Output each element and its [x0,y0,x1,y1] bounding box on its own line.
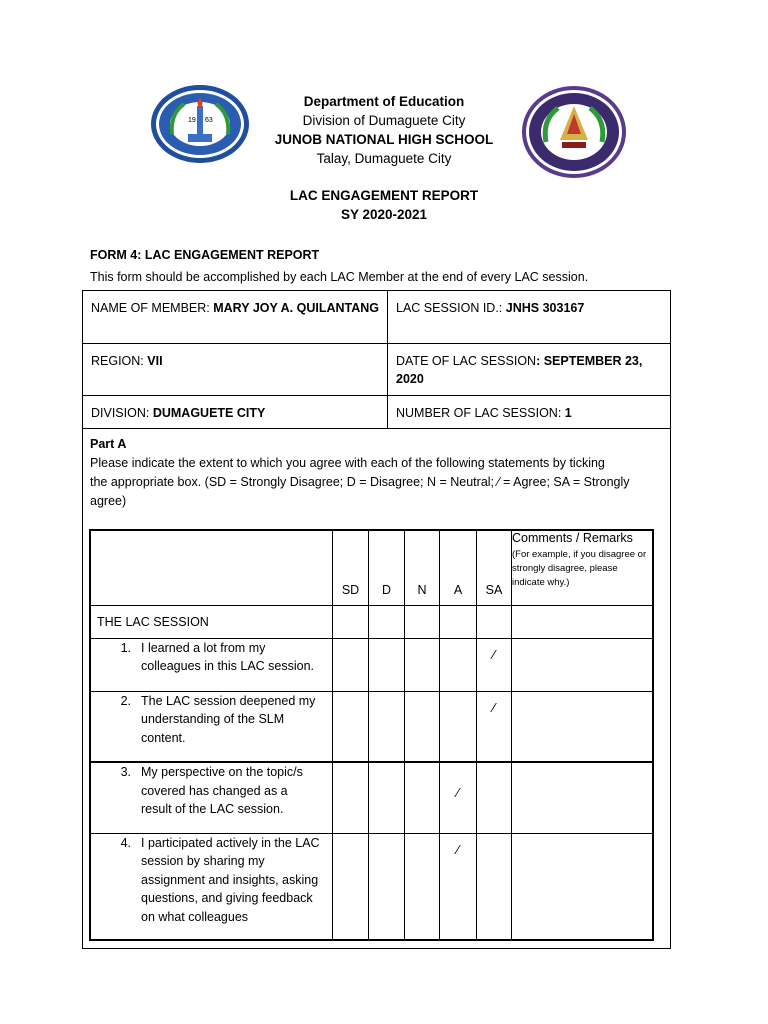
member-name-cell [83,291,388,343]
statement-number: 3. [120,765,131,779]
region-label: REGION: [91,354,148,368]
session-date-label: DATE OF LAC SESSION [396,354,537,368]
a-cell [440,605,477,638]
comment-cell [512,605,654,638]
col-sd: SD [333,530,369,605]
comment-cell[interactable] [512,638,654,691]
statement-number: 1. [120,640,131,655]
a-checkbox[interactable] [440,691,477,762]
letterhead [240,92,528,168]
a-checkbox[interactable] [440,833,477,940]
tick-mark: ⁄ [456,785,460,800]
d-checkbox[interactable] [369,638,405,691]
statement-text: I learned a lot from my colleagues in this LAC session. [141,640,315,673]
sd-checkbox[interactable] [333,638,369,691]
n-checkbox[interactable] [405,691,440,762]
section-label: THE LAC SESSION [90,605,333,638]
comment-cell[interactable] [512,833,654,940]
comments-subtitle: (For example, if you disagree or strongly disagree, please indicate why.) [512,549,647,588]
sd-cell [333,605,369,638]
rating-table-header [90,530,653,605]
division-seal-icon [520,84,628,184]
statement-text: I participated actively in the LAC session by sharing my assignment and insights, asking questions, and giving feedback on what colleagues [141,835,320,924]
d-checkbox[interactable] [369,762,405,833]
a-checkbox[interactable] [440,638,477,691]
sa-checkbox[interactable] [477,833,512,940]
statement-cell [90,762,333,833]
n-cell [405,605,440,638]
part-a [90,435,665,511]
sa-cell [477,605,512,638]
session-id-value: JNHS 303167 [505,301,585,315]
sa-checkbox[interactable] [477,762,512,833]
statement-cell [90,833,333,940]
seal-year-right: 63 [205,117,213,124]
seal-year-left: 19 [188,117,196,124]
statement-header-cell [90,530,333,605]
department-name: Department of Education [303,94,465,109]
n-checkbox[interactable] [405,762,440,833]
session-date-value: : SEPTEMBER 23, 2020 [396,354,643,386]
comments-title: Comments / Remarks [512,531,633,545]
a-checkbox[interactable] [440,762,477,833]
info-row-2 [83,344,670,396]
statement-cell [90,638,333,691]
form-note: This form should be accomplished by each LAC Member at the end of every LAC session. [90,270,589,284]
division-label: DIVISION: [91,406,153,420]
info-row-3 [83,396,670,429]
report-title-text: LAC ENGAGEMENT REPORT [289,188,479,203]
table-row [90,691,653,762]
tick-mark: ⁄ [492,699,496,715]
part-a-instruction-1: Please indicate the extent to which you agree with each of the following statements by ticking [90,456,605,470]
division-name: Division of Dumaguete City [302,113,466,128]
session-number-cell [388,396,670,428]
col-a: A [440,530,477,605]
tick-mark: ⁄ [492,646,496,662]
session-number-value: 1 [564,406,572,420]
col-d: D [369,530,405,605]
session-date-cell [388,344,670,395]
division-value: DUMAGUETE CITY [152,406,266,420]
table-row [90,638,653,691]
statement-cell [90,691,333,762]
n-checkbox[interactable] [405,638,440,691]
comment-cell[interactable] [512,762,654,833]
session-number-label: NUMBER OF LAC SESSION: [396,406,565,420]
sa-checkbox[interactable] [477,638,512,691]
sd-checkbox[interactable] [333,762,369,833]
statement-number: 4. [120,835,131,850]
comment-cell[interactable] [512,691,654,762]
member-name-value: MARY JOY A. QUILANTANG [213,301,379,315]
d-cell [369,605,405,638]
school-address: Talay, Dumaguete City [316,151,452,166]
sa-checkbox[interactable] [477,691,512,762]
part-a-heading: Part A [90,437,127,451]
table-row [90,833,653,940]
comments-header [512,530,654,605]
tick-mark: ⁄ [456,841,460,857]
school-name: JUNOB NATIONAL HIGH SCHOOL [274,132,494,147]
form-title: FORM 4: LAC ENGAGEMENT REPORT [90,248,320,262]
n-checkbox[interactable] [405,833,440,940]
col-sa: SA [477,530,512,605]
statement-text: My perspective on the topic/s covered has changed as a result of the LAC session. [141,765,303,816]
col-n: N [405,530,440,605]
sd-checkbox[interactable] [333,691,369,762]
info-row-1 [83,291,670,344]
rating-table [89,529,654,941]
statement-text: The LAC session deepened my understanding of the SLM content. [141,693,316,745]
sd-checkbox[interactable] [333,833,369,940]
statement-number: 2. [120,693,131,708]
report-year: SY 2020-2021 [340,207,428,222]
part-a-instruction-2: the appropriate box. (SD = Strongly Disagree; D = Disagree; N = Neutral; ⁄ = Agree; SA = Strongly agree) [90,475,630,508]
division-cell [83,396,388,428]
table-row [90,762,653,833]
d-checkbox[interactable] [369,691,405,762]
section-row [90,605,653,638]
d-checkbox[interactable] [369,833,405,940]
session-id-cell [388,291,670,343]
member-name-label: NAME OF MEMBER: [91,301,214,315]
region-cell [83,344,388,395]
report-title [240,186,528,224]
school-seal-icon [150,84,250,164]
region-value: VII [147,354,163,368]
session-id-label: LAC SESSION ID.: [396,301,506,315]
